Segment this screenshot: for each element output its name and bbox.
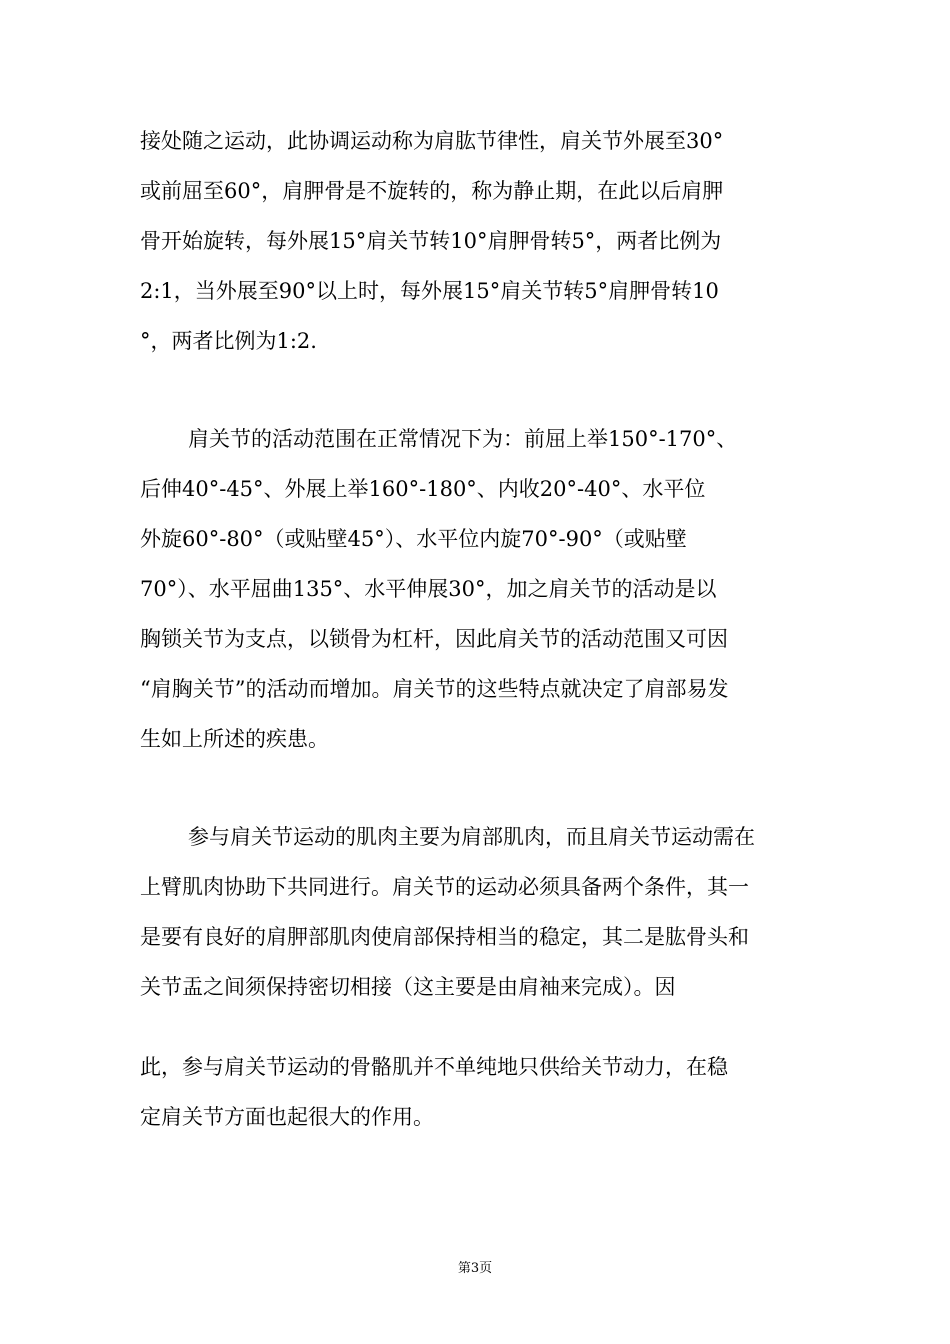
text-line: 或前屈至60°，肩胛骨是不旋转的，称为静止期，在此以后肩胛 <box>140 179 724 203</box>
text-line: 接处随之运动，此协调运动称为肩肱节律性，肩关节外展至30° <box>140 129 724 153</box>
text-line: 外旋60°-80°（或贴壁45°）、水平位内旋70°-90°（或贴壁 <box>140 527 687 551</box>
text-line: 70°）、水平屈曲135°、水平伸展30°，加之肩关节的活动是以 <box>140 577 717 601</box>
text-line: 骨开始旋转，每外展15°肩关节转10°肩胛骨转5°，两者比例为 <box>140 229 722 253</box>
text-line: 2:1，当外展至90°以上时，每外展15°肩关节转5°肩胛骨转10 <box>140 279 719 303</box>
text-line: 胸锁关节为支点，以锁骨为杠杆，因此肩关节的活动范围又可因 <box>140 627 728 651</box>
text-line: 此，参与肩关节运动的骨骼肌并不单纯地只供给关节动力，在稳 <box>140 1055 728 1079</box>
text-line: “肩胸关节”的活动而增加。肩关节的这些特点就决定了肩部易发 <box>140 677 729 701</box>
text-line: 参与肩关节运动的肌肉主要为肩部肌肉，而且肩关节运动需在 <box>188 825 755 849</box>
text-line: 生如上所述的疾患。 <box>140 727 329 751</box>
text-line: 后伸40°-45°、外展上举160°-180°、内收20°-40°、水平位 <box>140 477 706 501</box>
text-line: 关节盂之间须保持密切相接（这主要是由肩袖来完成）。因 <box>140 975 676 999</box>
text-line: 是要有良好的肩胛部肌肉使肩部保持相当的稳定，其二是肱骨头和 <box>140 925 749 949</box>
text-line: 定肩关节方面也起很大的作用。 <box>140 1105 434 1129</box>
page-number: 第3页 <box>457 1261 493 1276</box>
text-line: 肩关节的活动范围在正常情况下为：前屈上举150°-170°、 <box>188 427 738 451</box>
text-line: °，两者比例为1:2. <box>140 329 317 353</box>
text-line: 上臂肌肉协助下共同进行。肩关节的运动必须具备两个条件，其一 <box>140 875 749 899</box>
